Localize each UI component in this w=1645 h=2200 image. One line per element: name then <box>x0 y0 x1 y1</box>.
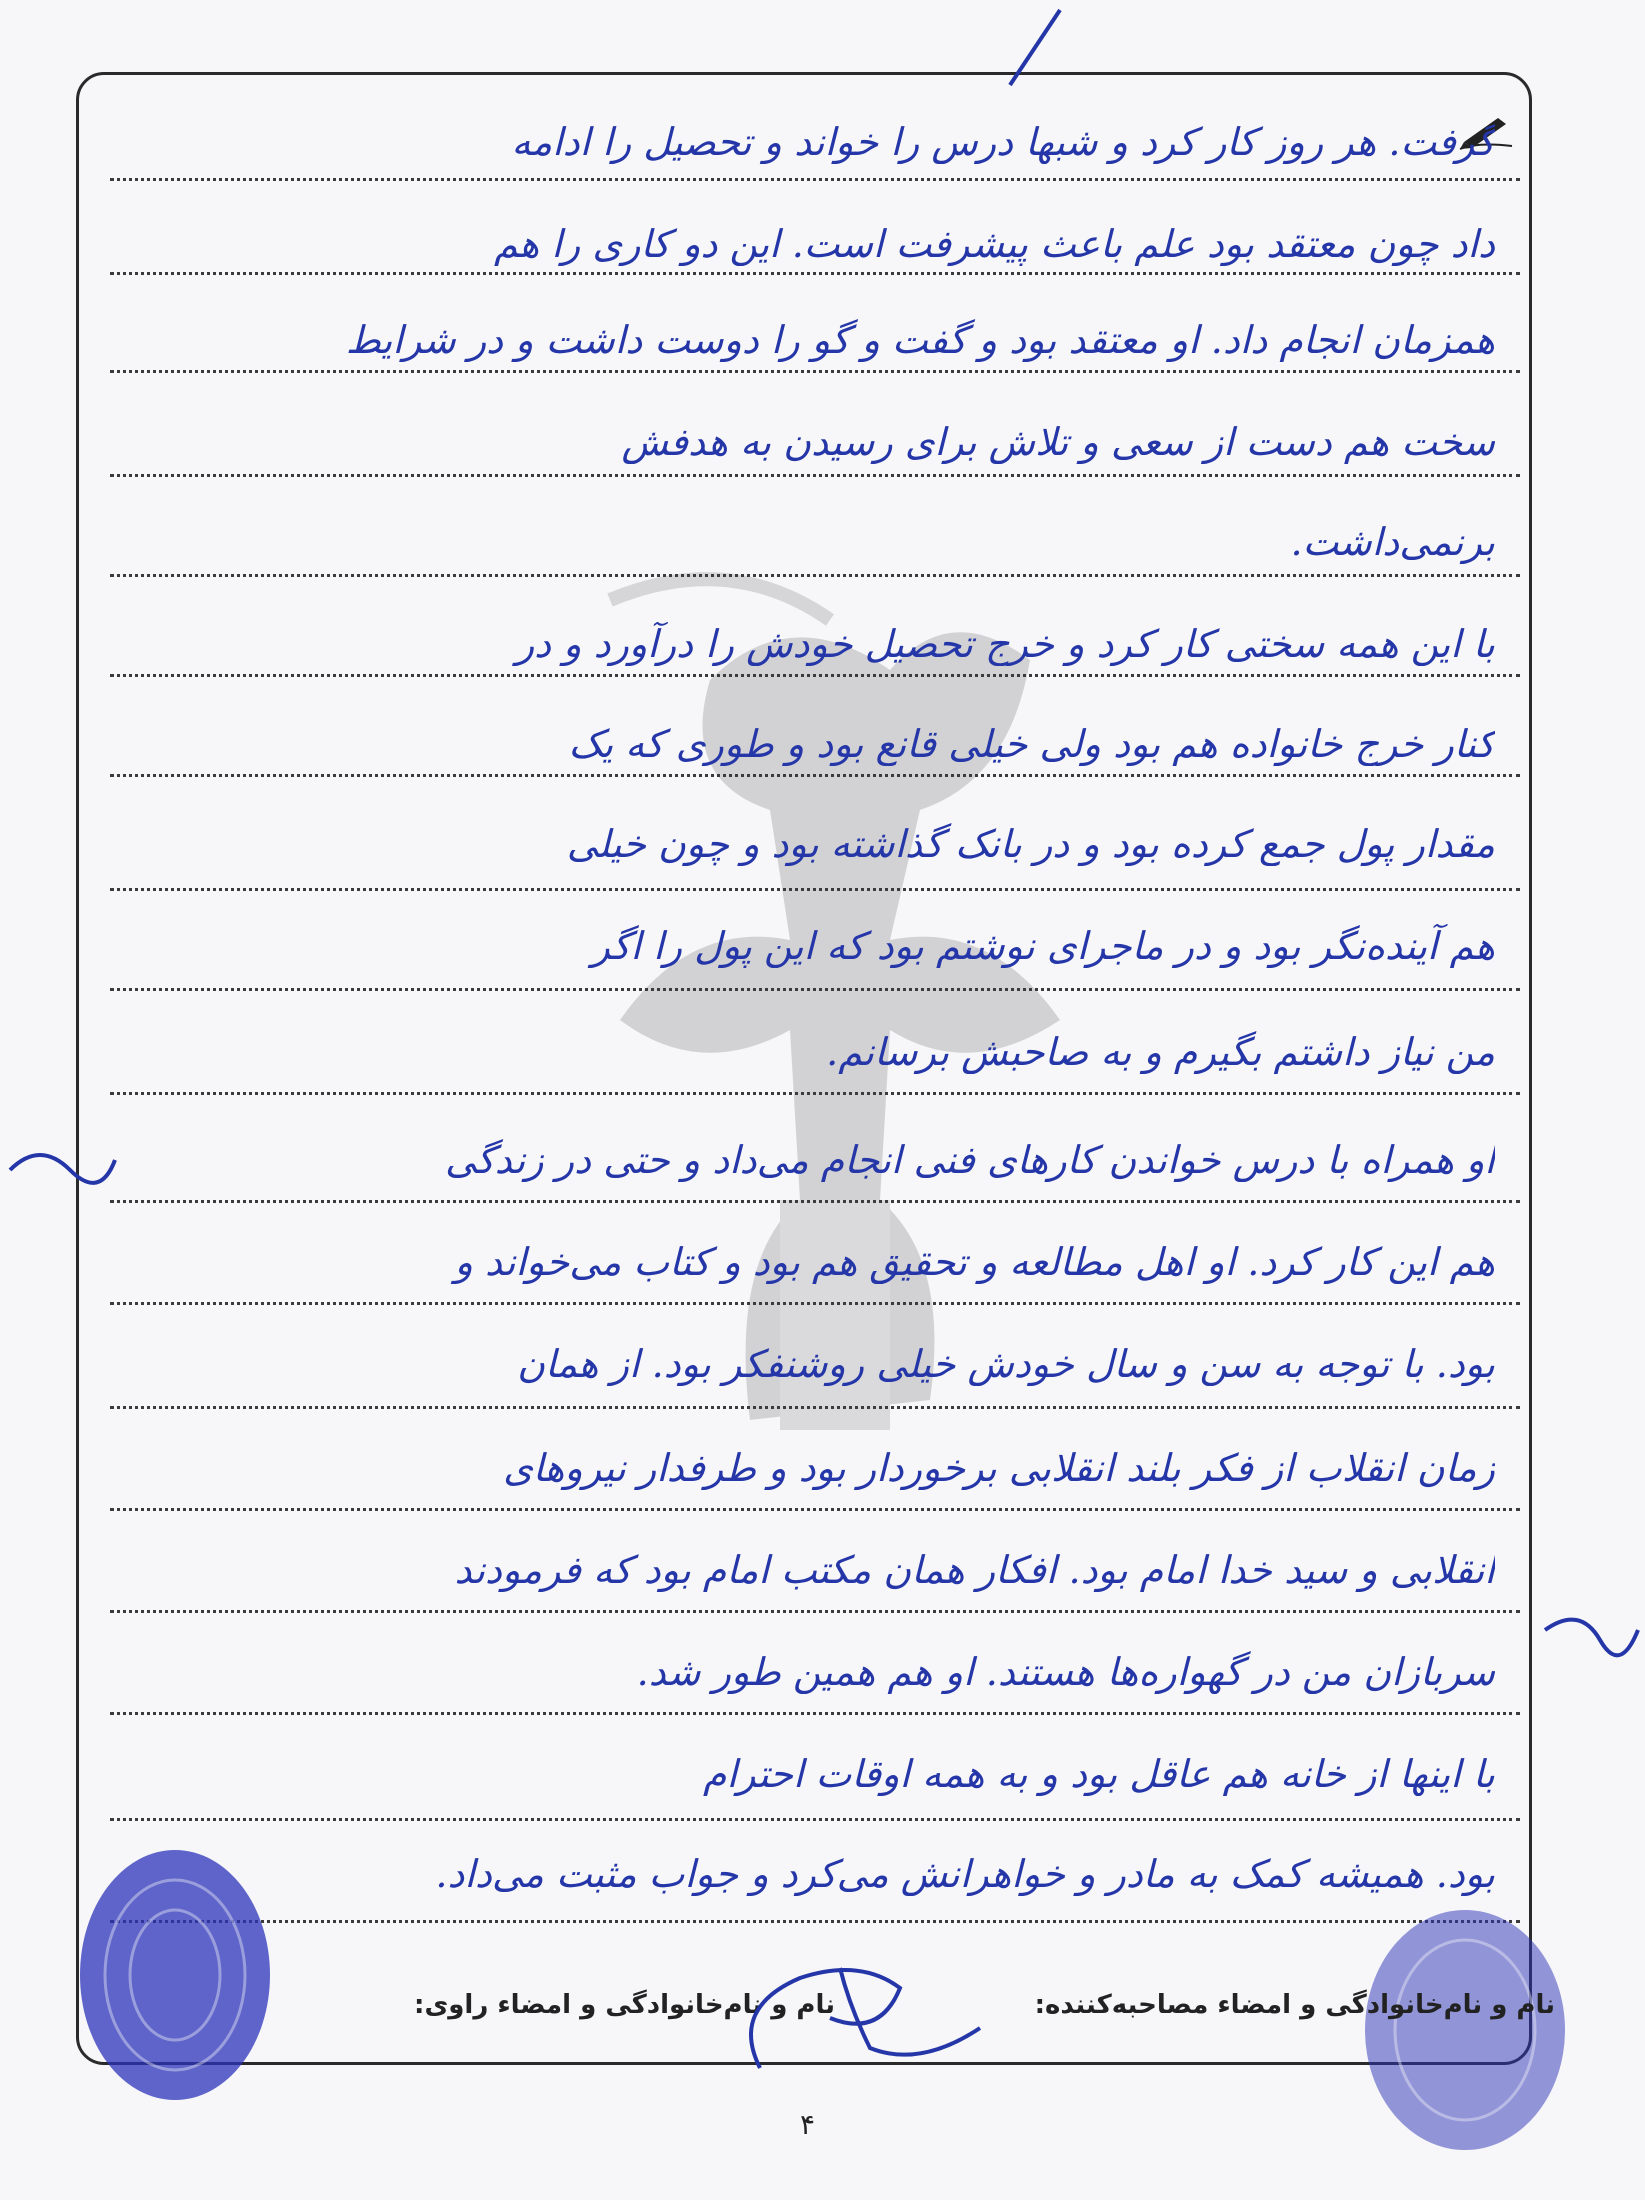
ruled-line <box>110 1302 1520 1305</box>
handwritten-line: من نیاز داشتم بگیرم و به صاحبش برسانم. <box>826 1030 1495 1074</box>
handwritten-line: مقدار پول جمع کرده بود و در بانک گذاشته بود و چون خیلی <box>566 822 1495 866</box>
thumbprint-left <box>70 1840 280 2110</box>
handwritten-signature <box>720 1948 1020 2078</box>
margin-scribble <box>0 1130 120 1210</box>
ruled-line <box>110 774 1520 777</box>
margin-scribble <box>1540 1600 1640 1680</box>
ruled-line <box>110 1712 1520 1715</box>
handwritten-line: سربازان من در گهواره‌ها هستند. او هم همین طور شد. <box>636 1650 1495 1694</box>
margin-scribble <box>1000 0 1120 90</box>
handwritten-line: کنار خرج خانواده هم بود ولی خیلی قانع بود و طوری که یک <box>568 722 1495 766</box>
ruled-line <box>110 1920 1520 1923</box>
ruled-line <box>110 272 1520 275</box>
handwritten-line: او همراه با درس خواندن کارهای فنی انجام می‌داد و حتی در زندگی <box>445 1138 1495 1182</box>
handwritten-line: زمان انقلاب از فکر بلند انقلابی برخوردار بود و طرفدار نیروهای <box>503 1446 1495 1490</box>
handwritten-line: با اینها از خانه هم عاقل بود و به همه اوقات احترام <box>703 1752 1495 1796</box>
ruled-line <box>110 1610 1520 1613</box>
interviewer-label: نام و نام‌خانوادگی و امضاء مصاحبه‌کننده: <box>1034 1990 1555 2020</box>
handwritten-line: سخت هم دست از سعی و تلاش برای رسیدن به هدفش <box>621 420 1495 464</box>
ruled-line <box>110 674 1520 677</box>
narrator-label: نام و نام‌خانوادگی و امضاء راوی: <box>414 1990 835 2020</box>
handwritten-line: داد چون معتقد بود علم باعث پیشرفت است. این دو کاری را هم <box>493 222 1495 266</box>
handwritten-line: گرفت. هر روز کار کرد و شبها درس را خواند و تحصیل را ادامه <box>511 120 1495 164</box>
page-number: ۴ <box>800 2108 816 2141</box>
handwritten-line: انقلابی و سید خدا امام بود. افکار همان مکتب امام بود که فرمودند <box>454 1548 1495 1592</box>
handwritten-line: بود. با توجه به سن و سال خودش خیلی روشنفکر بود. از همان <box>517 1342 1495 1386</box>
ruled-line <box>110 178 1520 181</box>
ruled-line <box>110 1508 1520 1511</box>
ruled-line <box>110 1092 1520 1095</box>
ruled-line <box>110 370 1520 373</box>
handwritten-line: همزمان انجام داد. او معتقد بود و گفت و گو را دوست داشت و در شرایط <box>345 318 1495 362</box>
ruled-line <box>110 474 1520 477</box>
ruled-line <box>110 888 1520 891</box>
handwritten-line: با این همه سختی کار کرد و خرج تحصیل خودش را درآورد و در <box>515 622 1495 666</box>
ruled-line <box>110 988 1520 991</box>
ruled-line <box>110 1200 1520 1203</box>
ruled-line <box>110 574 1520 577</box>
handwritten-line: برنمی‌داشت. <box>1290 520 1495 564</box>
handwritten-line: بود. همیشه کمک به مادر و خواهرانش می‌کرد و جواب مثبت می‌داد. <box>435 1852 1495 1896</box>
handwritten-line: هم این کار کرد. او اهل مطالعه و تحقیق هم بود و کتاب می‌خواند و <box>454 1240 1495 1284</box>
handwritten-line: هم آینده‌نگر بود و در ماجرای نوشتم بود که این پول را اگر <box>591 924 1495 968</box>
ruled-line <box>110 1406 1520 1409</box>
ruled-line <box>110 1818 1520 1821</box>
